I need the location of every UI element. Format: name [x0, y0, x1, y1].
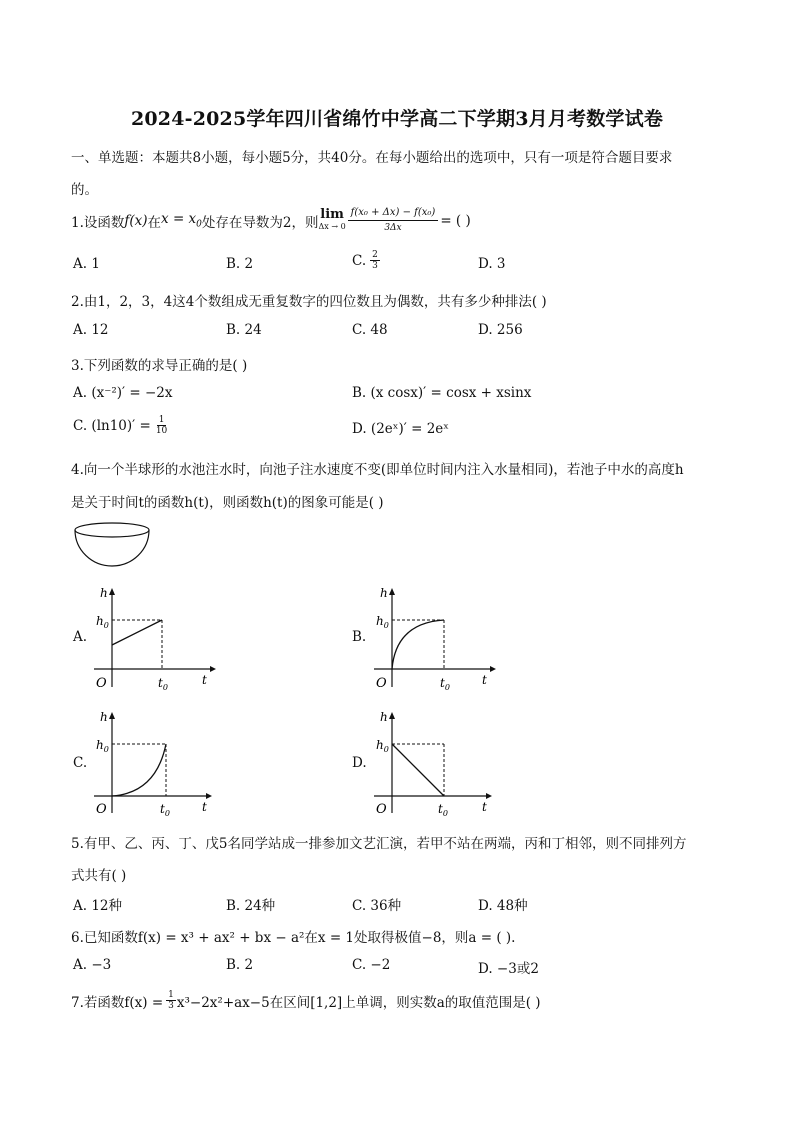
q1-option-d[interactable]: D. 3	[478, 256, 506, 272]
graph-d-t0-label: $t_0$	[438, 802, 448, 817]
graph-c-h-label: h	[100, 710, 108, 724]
q1-fx: f(x)	[124, 212, 148, 229]
graph-c-origin-label: O	[96, 802, 107, 817]
graph-c-t-label: t	[202, 800, 207, 814]
graph-b-origin-label: O	[376, 676, 387, 691]
question-7: 7.若函数f(x) = $\frac{1}{3}$ x³−2x²+ax−5在区间[1,2]上单调，则实数a的取值范围是( )	[71, 990, 541, 1011]
q4-option-c[interactable]: C.	[73, 755, 88, 771]
q1-mid2: 处存在导数为2，则	[201, 214, 319, 231]
q1-prefix: 1.设函数	[71, 214, 125, 231]
question-4-line1: 4.向一个半球形的水池注水时，向池子注水速度不变(即单位时间内注入水量相同)，若池子中水的高度h	[71, 462, 684, 478]
q4-option-b[interactable]: B.	[352, 629, 367, 645]
graph-a-h0-label: $h_0$	[96, 614, 109, 630]
graph-b	[370, 583, 500, 691]
graph-c	[90, 707, 220, 817]
question-4-line2: 是关于时间t的函数h(t)，则函数h(t)的图象可能是( )	[71, 495, 384, 511]
q1-cond: $x = x_0$	[161, 211, 202, 230]
graph-a-h-label: h	[100, 586, 108, 600]
q5-option-a[interactable]: A. 12种	[73, 898, 123, 914]
q2-option-d[interactable]: D. 256	[478, 322, 523, 338]
question-1	[71, 206, 471, 235]
q6-option-b[interactable]: B. 2	[226, 957, 254, 973]
question-6: 6.已知函数f(x) = x³ + ax² + bx − a²在x = 1处取得极值−8，则a = ( ).	[71, 930, 516, 946]
graph-c-h0-label: $h_0$	[96, 738, 109, 754]
graph-d	[370, 707, 500, 817]
q3-option-a[interactable]: A. (x⁻²)′ = −2x	[73, 385, 173, 401]
q4-option-d[interactable]: D.	[352, 755, 367, 771]
q2-option-c[interactable]: C. 48	[352, 322, 388, 338]
q6-option-c[interactable]: C. −2	[352, 957, 391, 973]
section-header-line1: 一、单选题：本题共8小题，每小题5分，共40分。在每小题给出的选项中，只有一项是符合题目要求	[71, 150, 673, 166]
q6-option-d[interactable]: D. −3或2	[478, 961, 539, 977]
graph-b-h-label: h	[380, 586, 388, 600]
q5-option-b[interactable]: B. 24种	[226, 898, 276, 914]
graph-b-t-label: t	[482, 673, 487, 687]
q1-option-c[interactable]: C. $\frac{2}{3}$	[352, 250, 378, 271]
q3-option-c[interactable]: C. (ln10)′ = $\frac{1}{10}$	[73, 415, 168, 436]
question-2: 2.由1，2，3，4这4个数组成无重复数字的四位数且为偶数，共有多少种排法( )	[71, 294, 547, 310]
q4-option-a[interactable]: A.	[73, 629, 88, 645]
graph-d-t-label: t	[482, 800, 487, 814]
question-5-line2: 式共有( )	[71, 868, 127, 884]
section-header-line2: 的。	[71, 182, 98, 198]
q1-option-b[interactable]: B. 2	[226, 256, 254, 272]
graph-a-t0-label: $t_0$	[158, 676, 168, 691]
page-title: 2024-2025学年四川省绵竹中学高二下学期3月月考数学试卷	[130, 108, 664, 130]
graph-a-origin-label: O	[96, 676, 107, 691]
graph-c-t0-label: $t_0$	[160, 802, 170, 817]
q1-limit: lim Δx → 0	[318, 206, 346, 231]
q3-option-b[interactable]: B. (x cosx)′ = cosx + xsinx	[352, 385, 532, 401]
q1-mid1: 在	[147, 214, 162, 231]
graph-a	[90, 583, 220, 691]
q5-option-d[interactable]: D. 48种	[478, 898, 528, 914]
hemisphere-bowl-figure	[72, 520, 152, 568]
graph-d-h0-label: $h_0$	[376, 738, 389, 754]
q1-fraction: $\frac{\text{f(x₀ + Δx) − f(x₀)}}{3\Delta x}$	[348, 206, 439, 235]
q2-option-a[interactable]: A. 12	[73, 322, 109, 338]
q1-option-a[interactable]: A. 1	[73, 256, 100, 272]
question-3: 3.下列函数的求导正确的是( )	[71, 358, 248, 374]
graph-d-origin-label: O	[376, 802, 387, 817]
graph-b-h0-label: $h_0$	[376, 614, 389, 630]
graph-d-h-label: h	[380, 710, 388, 724]
graph-a-t-label: t	[202, 673, 207, 687]
q3-option-d[interactable]: D. (2eˣ)′ = 2eˣ	[352, 421, 450, 437]
q6-option-a[interactable]: A. −3	[73, 957, 112, 973]
question-5-line1: 5.有甲、乙、丙、丁、戊5名同学站成一排参加文艺汇演，若甲不站在两端，丙和丁相邻，则不同排列方	[71, 836, 687, 852]
q5-option-c[interactable]: C. 36种	[352, 898, 402, 914]
graph-b-t0-label: $t_0$	[440, 676, 450, 691]
q2-option-b[interactable]: B. 24	[226, 322, 262, 338]
q1-suffix: = ( )	[440, 212, 471, 229]
